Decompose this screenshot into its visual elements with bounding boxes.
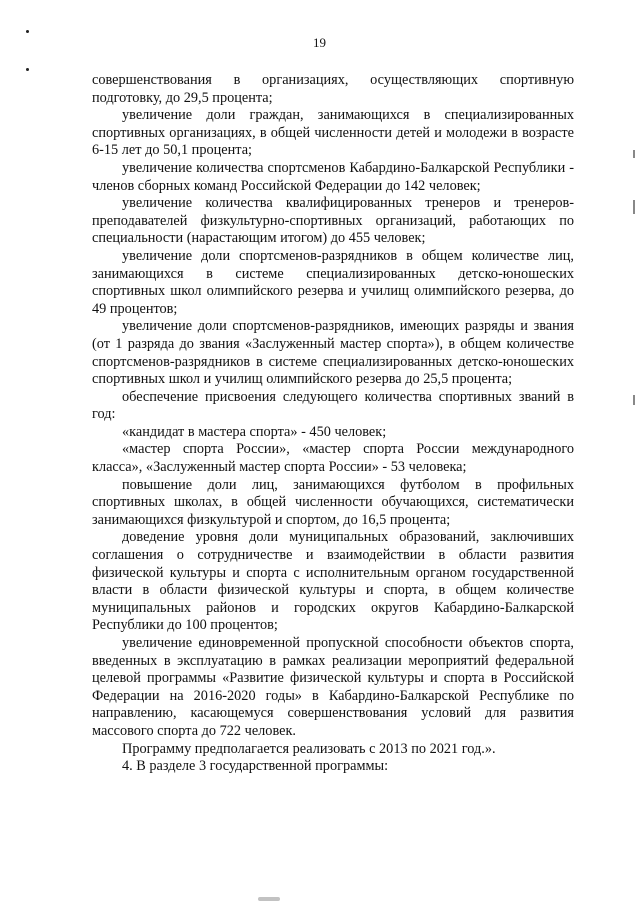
paragraph: обеспечение присвоения следующего количества спортивных званий в год: [92, 388, 574, 423]
page-number: 19 [313, 35, 326, 50]
paragraph: 4. В разделе 3 государственной программы: [122, 758, 389, 775]
scan-edge-mark [633, 150, 635, 158]
paragraph: увеличение доли граждан, занимающихся в специализированных спортивных организациях, в общей численности детей и молодежи в возрасте 6-15 лет до 50,1 процента; [92, 107, 574, 159]
paragraph: «кандидат в мастера спорта» - 450 человек; [122, 423, 387, 440]
paragraph: повышение доли лиц, занимающихся футболом в профильных спортивных школах, в общей численности обучающихся, систематически занимающихся физкультурой и спортом, до 16,5 процента; [92, 476, 574, 528]
paragraph: совершенствования в организациях, осуществляющих спортивную подготовку, до 29,5 процента; [92, 72, 574, 106]
paragraph: увеличение доли спортсменов-разрядников, имеющих разряды и звания (от 1 разряда до звания «Заслуженный мастер спорта»), в общем количестве спортсменов-разрядников в системе специализированных детско-юношеских спортивных школ и училищ олимпийского резерва до 25,5 процента; [92, 318, 574, 388]
scan-dot-mark [26, 30, 29, 33]
paragraph: доведение уровня доли муниципальных образований, заключивших соглашения о сотрудничестве и взаимодействии в области развития физической культуры и спорта с исполнительным органом государственной власти в области физической культуры и спорта, в общем количестве муниципальных районов и городских округов Кабардино-Балкарской Республики до 100 процентов; [92, 529, 574, 634]
paragraph: «мастер спорта России», «мастер спорта России международного класса», «Заслуженный мастер спорта России» - 53 человека; [92, 441, 574, 476]
scan-dot-mark [26, 68, 29, 71]
document-body [92, 72, 574, 776]
paragraph: Программу предполагается реализовать с 2013 по 2021 год.». [122, 740, 496, 757]
paragraph: увеличение количества квалифицированных тренеров и тренеров-преподавателей физкультурно-спортивных организаций, работающих по специальности (нарастающим итогом) до 455 человек; [92, 195, 574, 247]
scan-edge-mark [633, 200, 635, 214]
scan-edge-mark [633, 395, 635, 405]
paragraph: увеличение количества спортсменов Кабардино-Балкарской Республики - членов сборных команд Российской Федерации до 142 человек; [92, 159, 574, 194]
paragraph: увеличение единовременной пропускной способности объектов спорта, введенных в эксплуатацию в рамках реализации мероприятий федеральной целевой программы «Развитие физической культуры и спорта в Российской Федерации на 2016-2020 годы» в Кабардино-Балкарской Республике по направлению, касающемуся совершенствования условий для развития массового спорта до 722 человек. [92, 635, 574, 739]
paragraph: увеличение доли спортсменов-разрядников в общем количестве лиц, занимающихся в системе специализированных детско-юношеских спортивных школ олимпийского резерва и училищ олимпийского резерва, до 49 процентов; [92, 247, 574, 317]
scan-smudge [258, 897, 280, 901]
